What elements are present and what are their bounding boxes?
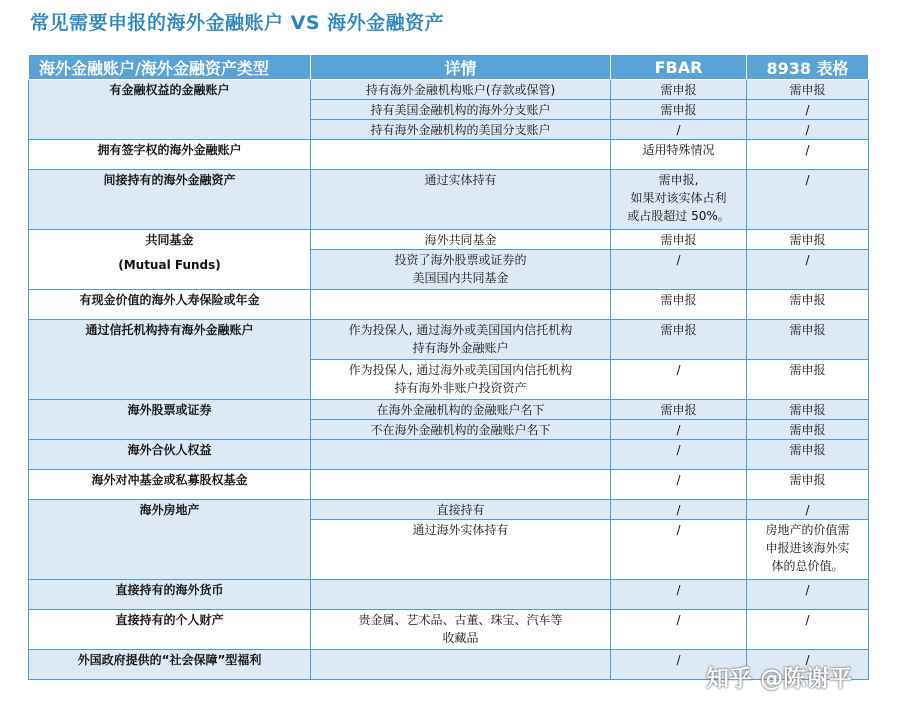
category-cell: 海外合伙人权益 <box>29 440 311 470</box>
category-cell: 有金融权益的金融账户 <box>29 80 311 140</box>
form-8938-cell: 需申报 <box>747 360 869 400</box>
fbar-cell: / <box>611 420 747 440</box>
fbar-cell: / <box>611 650 747 680</box>
detail-cell <box>311 440 611 470</box>
category-sublabel: (Mutual Funds) <box>118 258 221 272</box>
category-cell: 直接持有的个人财产 <box>29 610 311 650</box>
table-header-row <box>29 55 869 80</box>
form-8938-cell: / <box>747 500 869 520</box>
detail-cell: 通过实体持有 <box>311 170 611 230</box>
detail-cell: 作为投保人, 通过海外或美国国内信托机构 持有海外非账户投资资产 <box>311 360 611 400</box>
detail-cell: 不在海外金融机构的金融账户名下 <box>311 420 611 440</box>
detail-cell: 海外共同基金 <box>311 230 611 250</box>
category-cell: 直接持有的海外货币 <box>29 580 311 610</box>
category-label: 共同基金 <box>145 233 194 247</box>
form-8938-cell: / <box>747 170 869 230</box>
table-row <box>29 320 869 360</box>
header-fbar: FBAR <box>611 55 747 80</box>
fbar-cell: / <box>611 500 747 520</box>
fbar-cell: / <box>611 520 747 580</box>
detail-cell <box>311 470 611 500</box>
category-cell: 拥有签字权的海外金融账户 <box>29 140 311 170</box>
fbar-cell: 适用特殊情况 <box>611 140 747 170</box>
page-title: 常见需要申报的海外金融账户 VS 海外金融资产 <box>30 12 445 34</box>
fbar-cell: / <box>611 580 747 610</box>
fbar-cell: / <box>611 120 747 140</box>
category-cell: 海外房地产 <box>29 500 311 580</box>
table-row <box>29 400 869 420</box>
filing-comparison-table <box>28 54 869 680</box>
category-cell: 海外对冲基金或私募股权基金 <box>29 470 311 500</box>
detail-cell <box>311 290 611 320</box>
detail-cell: 持有海外金融机构账户(存款或保管) <box>311 80 611 100</box>
table-row <box>29 610 869 650</box>
form-8938-cell: 需申报 <box>747 470 869 500</box>
detail-cell: 直接持有 <box>311 500 611 520</box>
form-8938-cell: 需申报 <box>747 420 869 440</box>
detail-cell: 持有海外金融机构的美国分支账户 <box>311 120 611 140</box>
table-row <box>29 470 869 500</box>
form-8938-cell: / <box>747 100 869 120</box>
form-8938-cell: 需申报 <box>747 80 869 100</box>
form-8938-cell: / <box>747 120 869 140</box>
form-8938-cell: 需申报 <box>747 320 869 360</box>
form-8938-cell: 需申报 <box>747 440 869 470</box>
fbar-cell: 需申报 <box>611 290 747 320</box>
table-row <box>29 80 869 100</box>
detail-cell: 在海外金融机构的金融账户名下 <box>311 400 611 420</box>
header-detail: 详情 <box>311 55 611 80</box>
fbar-cell: 需申报 <box>611 320 747 360</box>
form-8938-cell: 需申报 <box>747 400 869 420</box>
table-row <box>29 140 869 170</box>
fbar-cell: / <box>611 440 747 470</box>
table-row <box>29 170 869 230</box>
detail-cell <box>311 580 611 610</box>
table-row <box>29 580 869 610</box>
header-type: 海外金融账户/海外金融资产类型 <box>29 55 311 80</box>
fbar-cell: 需申报 <box>611 230 747 250</box>
form-8938-cell: / <box>747 140 869 170</box>
form-8938-cell: 需申报 <box>747 290 869 320</box>
fbar-cell: / <box>611 610 747 650</box>
fbar-cell: 需申报 <box>611 100 747 120</box>
detail-cell: 投资了海外股票或证券的 美国国内共同基金 <box>311 250 611 290</box>
table-row <box>29 230 869 250</box>
table-row <box>29 440 869 470</box>
category-cell: 有现金价值的海外人寿保险或年金 <box>29 290 311 320</box>
fbar-cell: / <box>611 360 747 400</box>
fbar-cell: 需申报 <box>611 80 747 100</box>
category-cell: 海外股票或证券 <box>29 400 311 440</box>
form-8938-cell: / <box>747 580 869 610</box>
header-8938: 8938 表格 <box>747 55 869 80</box>
fbar-cell: / <box>611 470 747 500</box>
detail-cell <box>311 650 611 680</box>
category-cell <box>29 230 311 290</box>
detail-cell <box>311 140 611 170</box>
fbar-cell: 需申报 <box>611 400 747 420</box>
table-row <box>29 500 869 520</box>
category-cell: 外国政府提供的“社会保障”型福利 <box>29 650 311 680</box>
category-cell: 通过信托机构持有海外金融账户 <box>29 320 311 400</box>
form-8938-cell: / <box>747 610 869 650</box>
category-cell: 间接持有的海外金融资产 <box>29 170 311 230</box>
detail-cell: 作为投保人, 通过海外或美国国内信托机构 持有海外金融账户 <box>311 320 611 360</box>
table-row <box>29 290 869 320</box>
fbar-cell: / <box>611 250 747 290</box>
fbar-cell: 需申报, 如果对该实体占利 或占股超过 50%。 <box>611 170 747 230</box>
form-8938-cell: / <box>747 650 869 680</box>
watermark-text: 知乎 @陈谢平 <box>706 666 853 692</box>
detail-cell: 贵金属、艺术品、古董、珠宝、汽车等 收藏品 <box>311 610 611 650</box>
detail-cell: 通过海外实体持有 <box>311 520 611 580</box>
form-8938-cell: 房地产的价值需 申报进该海外实 体的总价值。 <box>747 520 869 580</box>
detail-cell: 持有美国金融机构的海外分支账户 <box>311 100 611 120</box>
form-8938-cell: / <box>747 250 869 290</box>
form-8938-cell: 需申报 <box>747 230 869 250</box>
